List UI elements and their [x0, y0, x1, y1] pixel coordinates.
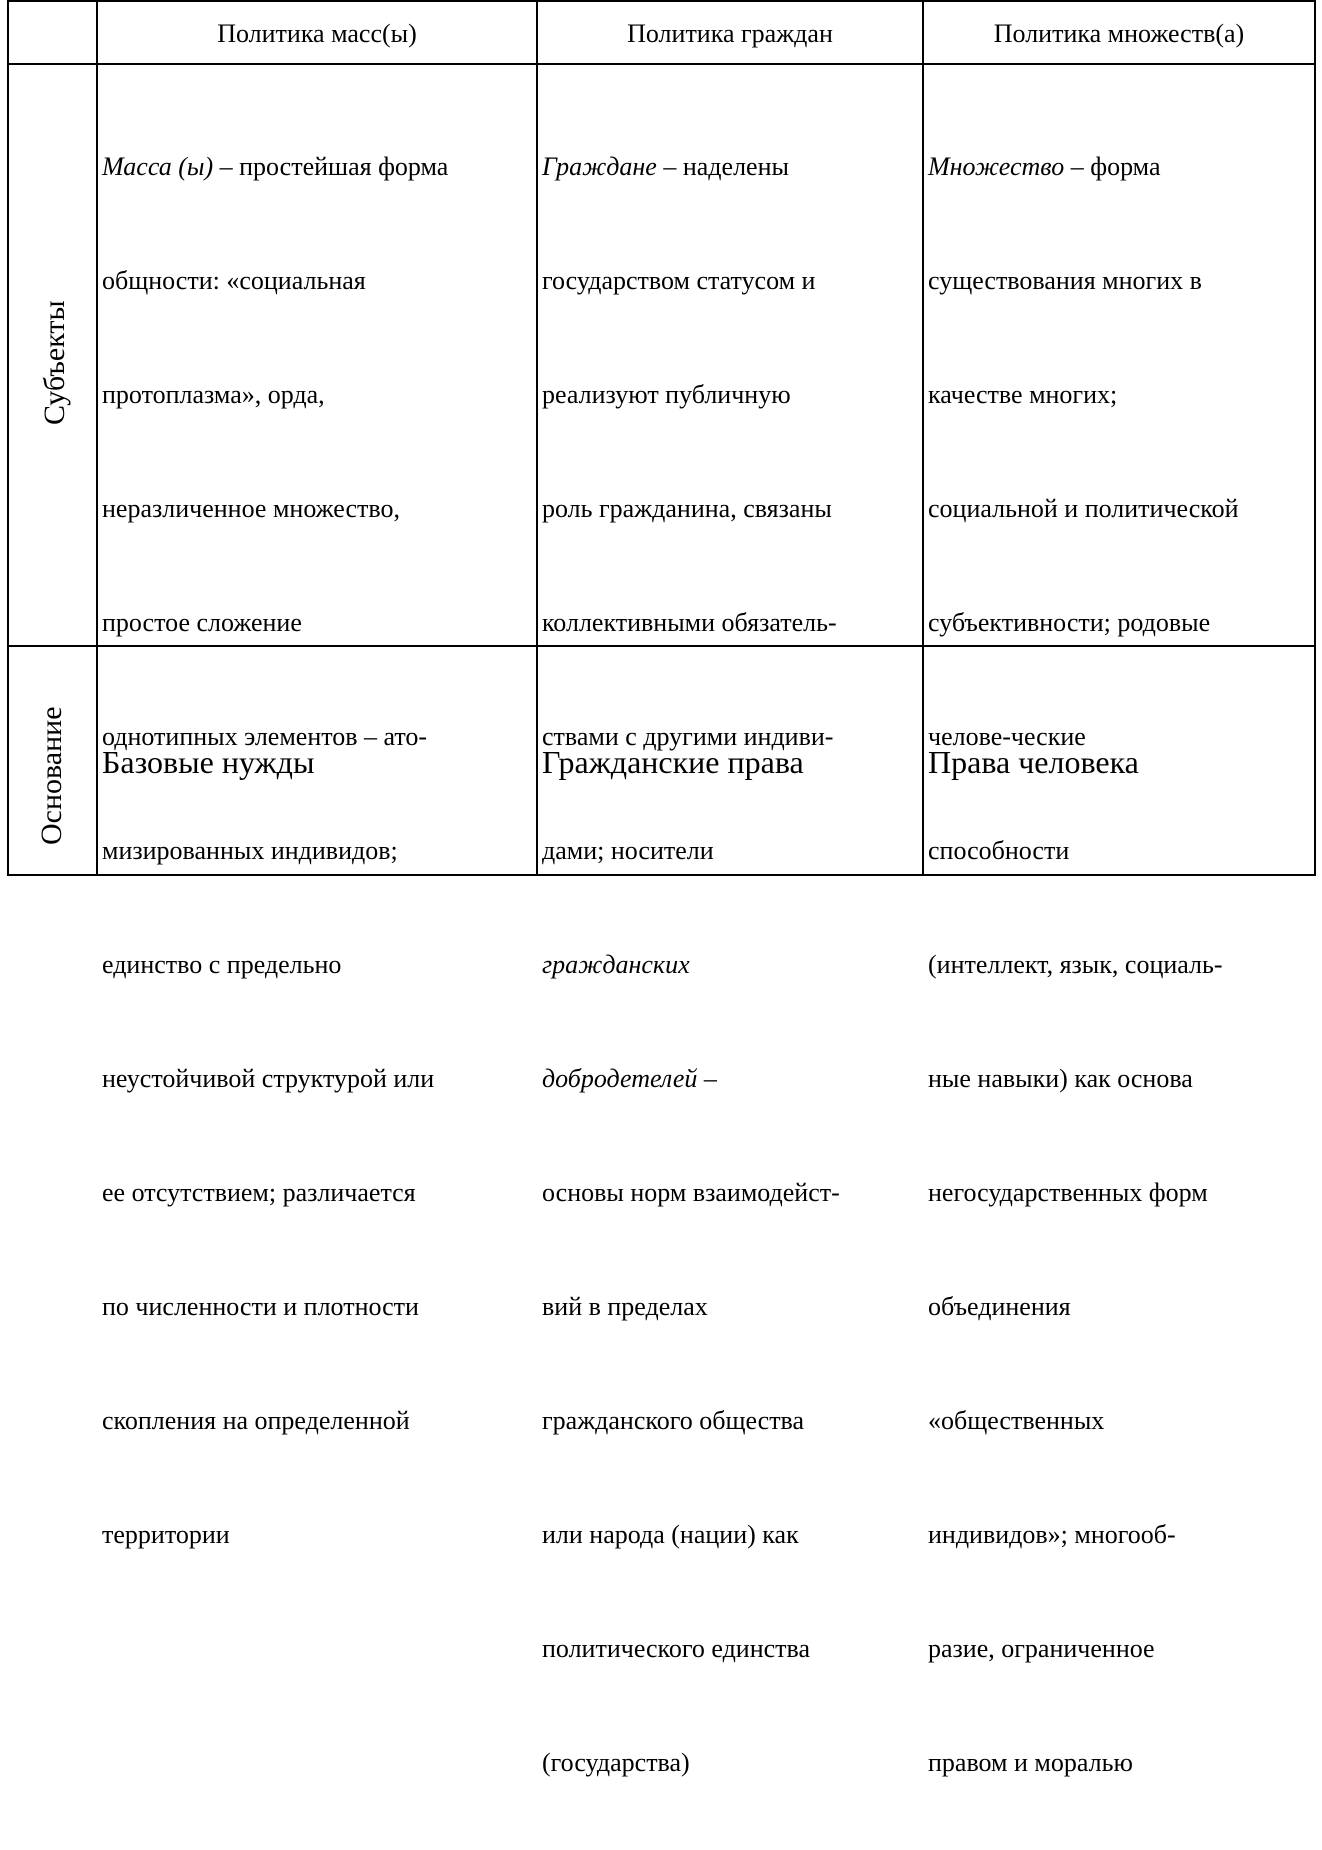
text-line: – форма	[1064, 152, 1161, 181]
text-line: ствами с другими индиви-	[542, 722, 834, 751]
text-line: индивидов»; многооб-	[928, 1520, 1176, 1549]
basis-multitude-cell: Права человека	[928, 744, 1139, 780]
table-rule-col1	[96, 0, 98, 876]
table-rule-header	[7, 63, 1316, 65]
text-line: субъективности; родовые	[928, 608, 1211, 637]
text-line: ные навыки) как основа	[928, 1064, 1193, 1093]
text-line: существования многих в	[928, 266, 1202, 295]
text-line: (интеллект, язык, социаль-	[928, 950, 1223, 979]
text-line: негосударственных форм	[928, 1178, 1208, 1207]
subjects-masses-cell	[102, 72, 534, 1630]
text-line: вий в пределах	[542, 1292, 708, 1321]
text-line: протоплазма», орда,	[102, 380, 325, 409]
text-line: ее отсутствием; различается	[102, 1178, 416, 1207]
text-line: или народа (нации) как	[542, 1520, 799, 1549]
text-line: – простейшая форма	[213, 152, 449, 181]
header-politics-of-masses: Политика масс(ы)	[217, 19, 417, 48]
text-line: реализуют публичную	[542, 380, 791, 409]
text-line: (государства)	[542, 1748, 690, 1777]
text-line: однотипных элементов – ато-	[102, 722, 428, 751]
text-line: основы норм взаимодейст-	[542, 1178, 840, 1207]
text-line: разие, ограниченное	[928, 1634, 1155, 1663]
row-label-subjects: Субъекты	[38, 300, 71, 425]
term-multitude: Множество	[928, 152, 1065, 181]
text-line: качестве многих;	[928, 380, 1118, 409]
text-line: социальной и политической	[928, 494, 1239, 523]
text-line: объединения	[928, 1292, 1071, 1321]
text-line: по численности и плотности	[102, 1292, 419, 1321]
text-line: – наделены	[656, 152, 789, 181]
text-line: политического единства	[542, 1634, 810, 1663]
text-line: мизированных индивидов;	[102, 836, 398, 865]
row-label-basis: Основание	[35, 706, 68, 845]
text-line: «общественных	[928, 1406, 1105, 1435]
table-border-top	[7, 0, 1316, 2]
term-masses: Масса (ы)	[102, 152, 214, 181]
table-border-left	[7, 0, 9, 876]
text-line: способности	[928, 836, 1070, 865]
text-line: челове-ческие	[928, 722, 1086, 751]
header-politics-of-citizens: Политика граждан	[627, 19, 833, 48]
subjects-citizens-cell	[542, 72, 920, 1850]
text-line: коллективными обязатель-	[542, 608, 837, 637]
text-line: гражданского общества	[542, 1406, 805, 1435]
basis-masses-cell: Базовые нужды	[102, 744, 315, 780]
text-line: единство с предельно	[102, 950, 342, 979]
term-citizens: Граждане	[542, 152, 657, 181]
table-rule-col2	[536, 0, 538, 876]
text-line: правом и моралью	[928, 1748, 1133, 1777]
text-line: дами; носители	[542, 836, 714, 865]
text-line: государством статусом и	[542, 266, 816, 295]
term-civic-virtues: гражданских	[542, 950, 690, 979]
subjects-multitude-cell	[928, 72, 1312, 1850]
header-politics-of-multitude: Политика множеств(а)	[993, 19, 1245, 48]
term-civic-virtues-cont: добродетелей	[542, 1064, 698, 1093]
text-line: –	[697, 1064, 717, 1093]
text-line: неустойчивой структурой или	[102, 1064, 435, 1093]
table-rule-col3	[922, 0, 924, 876]
text-line: территории	[102, 1520, 230, 1549]
text-line: простое сложение	[102, 608, 302, 637]
basis-citizens-cell: Гражданские права	[542, 744, 804, 780]
text-line: неразличенное множество,	[102, 494, 400, 523]
text-line: скопления на определенной	[102, 1406, 410, 1435]
table-border-right	[1314, 0, 1316, 876]
text-line: общности: «социальная	[102, 266, 366, 295]
text-line: роль гражданина, связаны	[542, 494, 832, 523]
